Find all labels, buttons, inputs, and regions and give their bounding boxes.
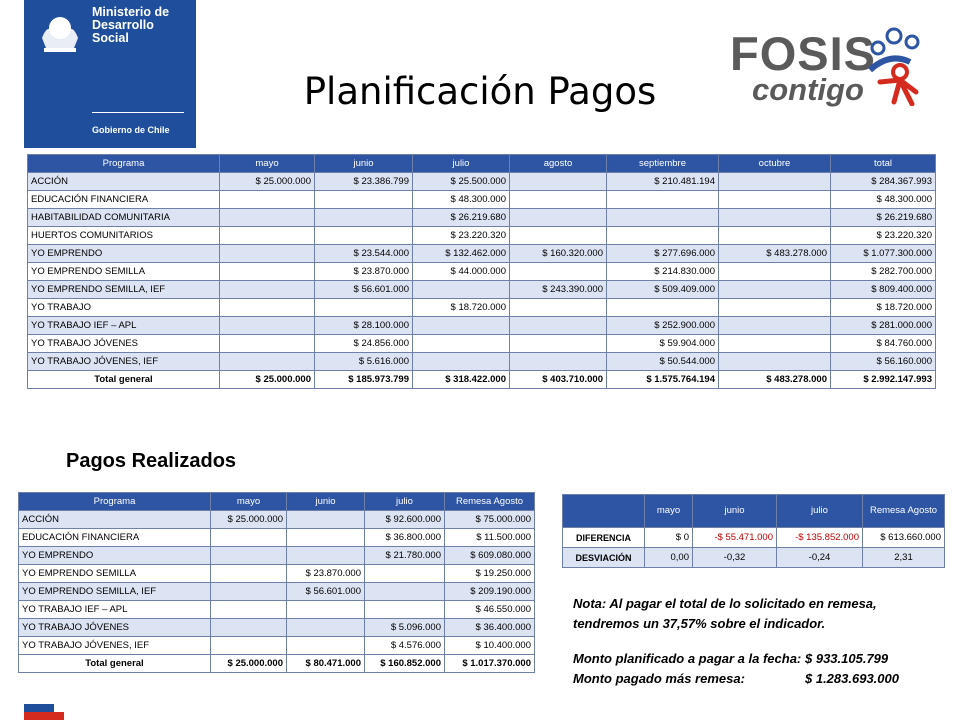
amount-cell bbox=[719, 281, 831, 299]
paid-amount-label: Monto pagado más remesa: bbox=[573, 671, 745, 686]
amount-cell: $ 25.000.000 bbox=[211, 511, 287, 529]
program-name-cell: YO EMPRENDO bbox=[28, 245, 220, 263]
amount-cell: $ 92.600.000 bbox=[365, 511, 445, 529]
amount-cell bbox=[510, 299, 607, 317]
amount-cell bbox=[315, 209, 413, 227]
amount-cell bbox=[510, 191, 607, 209]
desviacion-value-cell: -0,24 bbox=[777, 548, 863, 568]
amount-cell bbox=[211, 565, 287, 583]
amount-cell: $ 28.100.000 bbox=[315, 317, 413, 335]
program-name-cell: YO TRABAJO bbox=[28, 299, 220, 317]
amount-cell bbox=[365, 601, 445, 619]
amount-cell: $ 277.696.000 bbox=[607, 245, 719, 263]
amount-cell bbox=[413, 281, 510, 299]
amount-cell bbox=[719, 263, 831, 281]
amount-cell: $ 23.544.000 bbox=[315, 245, 413, 263]
amount-cell bbox=[220, 299, 315, 317]
pagos-header-cell: mayo bbox=[211, 493, 287, 511]
table-row bbox=[19, 619, 535, 637]
amount-cell bbox=[287, 529, 365, 547]
program-name-cell: YO TRABAJO IEF – APL bbox=[28, 317, 220, 335]
amount-cell bbox=[287, 601, 365, 619]
table-row bbox=[28, 227, 936, 245]
total-amount-cell: $ 25.000.000 bbox=[211, 655, 287, 673]
paid-amount-row bbox=[573, 669, 933, 689]
amount-cell bbox=[413, 317, 510, 335]
amount-cell bbox=[510, 209, 607, 227]
amount-cell: $ 23.220.320 bbox=[413, 227, 510, 245]
table-row bbox=[19, 565, 535, 583]
amount-cell: $ 25.500.000 bbox=[413, 173, 510, 191]
amount-cell bbox=[220, 335, 315, 353]
plan-header-cell: mayo bbox=[220, 155, 315, 173]
total-row bbox=[19, 655, 535, 673]
diferencia-value-cell: -$ 55.471.000 bbox=[693, 528, 777, 548]
amount-cell bbox=[211, 583, 287, 601]
amount-cell bbox=[287, 511, 365, 529]
program-name-cell: ACCIÓN bbox=[19, 511, 211, 529]
amount-cell bbox=[211, 601, 287, 619]
total-amount-cell: $ 2.992.147.993 bbox=[831, 371, 936, 389]
amount-cell bbox=[607, 209, 719, 227]
amount-cell: $ 1.077.300.000 bbox=[831, 245, 936, 263]
table-row bbox=[28, 191, 936, 209]
table-row bbox=[28, 281, 936, 299]
desviacion-value-cell: 0,00 bbox=[645, 548, 693, 568]
pagos-header-cell: Programa bbox=[19, 493, 211, 511]
amount-cell: $ 281.000.000 bbox=[831, 317, 936, 335]
amount-cell: $ 11.500.000 bbox=[445, 529, 535, 547]
amount-cell: $ 210.481.194 bbox=[607, 173, 719, 191]
amount-cell: $ 10.400.000 bbox=[445, 637, 535, 655]
table-row bbox=[19, 547, 535, 565]
pagos-header-cell: Remesa Agosto bbox=[445, 493, 535, 511]
amount-cell bbox=[220, 245, 315, 263]
amount-cell bbox=[719, 299, 831, 317]
amount-cell bbox=[719, 227, 831, 245]
table-row bbox=[28, 209, 936, 227]
amount-cell: $ 160.320.000 bbox=[510, 245, 607, 263]
program-name-cell: ACCIÓN bbox=[28, 173, 220, 191]
amount-cell bbox=[211, 547, 287, 565]
program-name-cell: HUERTOS COMUNITARIOS bbox=[28, 227, 220, 245]
diff-header-cell: junio bbox=[693, 495, 777, 528]
amount-cell bbox=[220, 317, 315, 335]
amount-cell: $ 18.720.000 bbox=[831, 299, 936, 317]
amount-cell: $ 48.300.000 bbox=[831, 191, 936, 209]
diff-header-cell: julio bbox=[777, 495, 863, 528]
total-amount-cell: $ 403.710.000 bbox=[510, 371, 607, 389]
amount-cell bbox=[220, 263, 315, 281]
amount-cell bbox=[287, 619, 365, 637]
amount-cell: $ 4.576.000 bbox=[365, 637, 445, 655]
amount-cell: $ 23.870.000 bbox=[287, 565, 365, 583]
amount-cell bbox=[719, 317, 831, 335]
diferencia-value-cell: -$ 135.852.000 bbox=[777, 528, 863, 548]
table-row bbox=[19, 529, 535, 547]
payments-table bbox=[18, 492, 535, 673]
total-amount-cell: $ 25.000.000 bbox=[220, 371, 315, 389]
program-name-cell: YO TRABAJO IEF – APL bbox=[19, 601, 211, 619]
diferencia-row bbox=[563, 528, 945, 548]
pagos-header-cell: junio bbox=[287, 493, 365, 511]
amount-cell bbox=[211, 529, 287, 547]
diferencia-value-cell: $ 613.660.000 bbox=[863, 528, 945, 548]
planned-amount-row bbox=[573, 649, 933, 669]
diferencia-value-cell: $ 0 bbox=[645, 528, 693, 548]
amount-cell bbox=[510, 263, 607, 281]
amount-cell bbox=[719, 209, 831, 227]
planned-amount-label: Monto planificado a pagar a la fecha: bbox=[573, 651, 802, 666]
total-amount-cell: $ 318.422.000 bbox=[413, 371, 510, 389]
amount-cell: $ 5.616.000 bbox=[315, 353, 413, 371]
table-row bbox=[28, 173, 936, 191]
amount-cell: $ 23.220.320 bbox=[831, 227, 936, 245]
total-label-cell: Total general bbox=[28, 371, 220, 389]
amount-cell bbox=[607, 227, 719, 245]
amount-cell: $ 132.462.000 bbox=[413, 245, 510, 263]
plan-header-cell: Programa bbox=[28, 155, 220, 173]
amount-cell: $ 56.160.000 bbox=[831, 353, 936, 371]
amount-cell bbox=[413, 335, 510, 353]
fosis-tagline: contigo bbox=[752, 72, 864, 107]
amount-cell bbox=[220, 191, 315, 209]
amount-cell: $ 18.720.000 bbox=[413, 299, 510, 317]
amount-cell: $ 36.400.000 bbox=[445, 619, 535, 637]
difference-table bbox=[562, 494, 945, 568]
note-block bbox=[573, 594, 933, 689]
amount-cell: $ 284.367.993 bbox=[831, 173, 936, 191]
program-name-cell: YO TRABAJO JÓVENES, IEF bbox=[28, 353, 220, 371]
diff-header-row bbox=[563, 495, 945, 528]
amount-cell: $ 50.544.000 bbox=[607, 353, 719, 371]
amount-cell: $ 282.700.000 bbox=[831, 263, 936, 281]
total-amount-cell: $ 160.852.000 bbox=[365, 655, 445, 673]
amount-cell bbox=[211, 637, 287, 655]
pagos-header-row bbox=[19, 493, 535, 511]
table-row bbox=[28, 335, 936, 353]
amount-cell: $ 46.550.000 bbox=[445, 601, 535, 619]
desviacion-label-cell: DESVIACIÓN bbox=[563, 548, 645, 568]
table-row bbox=[19, 511, 535, 529]
amount-cell: $ 26.219.680 bbox=[831, 209, 936, 227]
coat-of-arms-icon bbox=[34, 8, 86, 54]
amount-cell bbox=[510, 173, 607, 191]
table-row bbox=[28, 245, 936, 263]
total-amount-cell: $ 1.575.764.194 bbox=[607, 371, 719, 389]
note-text: Nota: Al pagar el total de lo solicitado en remesa, tendremos un 37,57% sobre el indicador. bbox=[573, 596, 877, 631]
amount-cell: $ 21.780.000 bbox=[365, 547, 445, 565]
amount-cell bbox=[220, 209, 315, 227]
amount-cell bbox=[287, 637, 365, 655]
table-row bbox=[19, 583, 535, 601]
amount-cell: $ 36.800.000 bbox=[365, 529, 445, 547]
diff-header-cell bbox=[563, 495, 645, 528]
diff-header-cell: Remesa Agosto bbox=[863, 495, 945, 528]
amount-cell: $ 243.390.000 bbox=[510, 281, 607, 299]
amount-cell: $ 252.900.000 bbox=[607, 317, 719, 335]
amount-cell bbox=[510, 353, 607, 371]
amount-cell bbox=[719, 173, 831, 191]
desviacion-value-cell: 2,31 bbox=[863, 548, 945, 568]
amount-cell bbox=[510, 317, 607, 335]
plan-header-cell: julio bbox=[413, 155, 510, 173]
amount-cell bbox=[315, 191, 413, 209]
program-name-cell: YO EMPRENDO SEMILLA bbox=[28, 263, 220, 281]
program-name-cell: YO EMPRENDO bbox=[19, 547, 211, 565]
amount-cell bbox=[220, 353, 315, 371]
amount-cell: $ 509.409.000 bbox=[607, 281, 719, 299]
amount-cell: $ 809.400.000 bbox=[831, 281, 936, 299]
amount-cell: $ 23.870.000 bbox=[315, 263, 413, 281]
total-amount-cell: $ 80.471.000 bbox=[287, 655, 365, 673]
amount-cell: $ 75.000.000 bbox=[445, 511, 535, 529]
amount-cell bbox=[510, 335, 607, 353]
desviacion-value-cell: -0,32 bbox=[693, 548, 777, 568]
amount-cell: $ 23.386.799 bbox=[315, 173, 413, 191]
amount-cell bbox=[719, 191, 831, 209]
amount-cell bbox=[510, 227, 607, 245]
program-name-cell: YO TRABAJO JÓVENES bbox=[19, 619, 211, 637]
program-name-cell: YO TRABAJO JÓVENES bbox=[28, 335, 220, 353]
table-row bbox=[19, 637, 535, 655]
amount-cell bbox=[365, 583, 445, 601]
amount-cell bbox=[315, 227, 413, 245]
table-row bbox=[28, 353, 936, 371]
planning-table bbox=[27, 154, 936, 389]
amount-cell bbox=[719, 335, 831, 353]
plan-header-cell: total bbox=[831, 155, 936, 173]
plan-header-cell: septiembre bbox=[607, 155, 719, 173]
ministry-name: Ministerio de Desarrollo Social bbox=[92, 5, 170, 45]
page-title: Planificación Pagos bbox=[303, 70, 657, 113]
amount-cell: $ 56.601.000 bbox=[315, 281, 413, 299]
amount-cell bbox=[413, 353, 510, 371]
diferencia-label-cell: DIFERENCIA bbox=[563, 528, 645, 548]
desviacion-row bbox=[563, 548, 945, 568]
program-name-cell: EDUCACIÓN FINANCIERA bbox=[28, 191, 220, 209]
amount-cell bbox=[220, 227, 315, 245]
total-label-cell: Total general bbox=[19, 655, 211, 673]
amount-cell: $ 209.190.000 bbox=[445, 583, 535, 601]
pagos-heading: Pagos Realizados bbox=[66, 450, 237, 472]
flag-strip-red bbox=[24, 712, 64, 720]
amount-cell: $ 25.000.000 bbox=[220, 173, 315, 191]
amount-cell bbox=[607, 191, 719, 209]
plan-header-cell: junio bbox=[315, 155, 413, 173]
amount-cell: $ 609.080.000 bbox=[445, 547, 535, 565]
flag-strip-blue bbox=[24, 704, 54, 712]
fosis-wordmark: FOSIS bbox=[730, 27, 877, 80]
amount-cell bbox=[287, 547, 365, 565]
plan-header-cell: octubre bbox=[719, 155, 831, 173]
amount-cell bbox=[220, 281, 315, 299]
table-row bbox=[19, 601, 535, 619]
government-label: Gobierno de Chile bbox=[92, 125, 170, 135]
amount-cell: $ 59.904.000 bbox=[607, 335, 719, 353]
amount-cell: $ 5.096.000 bbox=[365, 619, 445, 637]
amount-cell: $ 214.830.000 bbox=[607, 263, 719, 281]
amount-cell: $ 48.300.000 bbox=[413, 191, 510, 209]
table-row bbox=[28, 263, 936, 281]
amount-cell: $ 26.219.680 bbox=[413, 209, 510, 227]
program-name-cell: HABITABILIDAD COMUNITARIA bbox=[28, 209, 220, 227]
program-name-cell: YO EMPRENDO SEMILLA, IEF bbox=[19, 583, 211, 601]
planned-amount-value: $ 933.105.799 bbox=[805, 651, 889, 666]
total-amount-cell: $ 483.278.000 bbox=[719, 371, 831, 389]
plan-header-cell: agosto bbox=[510, 155, 607, 173]
total-row bbox=[28, 371, 936, 389]
amount-cell: $ 24.856.000 bbox=[315, 335, 413, 353]
program-name-cell: EDUCACIÓN FINANCIERA bbox=[19, 529, 211, 547]
amount-cell: $ 84.760.000 bbox=[831, 335, 936, 353]
plan-header-row bbox=[28, 155, 936, 173]
total-amount-cell: $ 1.017.370.000 bbox=[445, 655, 535, 673]
amount-cell: $ 44.000.000 bbox=[413, 263, 510, 281]
amount-cell bbox=[211, 619, 287, 637]
diff-header-cell: mayo bbox=[645, 495, 693, 528]
amount-cell: $ 19.250.000 bbox=[445, 565, 535, 583]
pagos-header-cell: julio bbox=[365, 493, 445, 511]
amount-cell bbox=[607, 299, 719, 317]
program-name-cell: YO EMPRENDO SEMILLA, IEF bbox=[28, 281, 220, 299]
amount-cell bbox=[315, 299, 413, 317]
amount-cell bbox=[719, 353, 831, 371]
total-amount-cell: $ 185.973.799 bbox=[315, 371, 413, 389]
table-row bbox=[28, 317, 936, 335]
paid-amount-value: $ 1.283.693.000 bbox=[805, 671, 899, 686]
program-name-cell: YO TRABAJO JÓVENES, IEF bbox=[19, 637, 211, 655]
program-name-cell: YO EMPRENDO SEMILLA bbox=[19, 565, 211, 583]
table-row bbox=[28, 299, 936, 317]
amount-cell bbox=[365, 565, 445, 583]
amount-cell: $ 56.601.000 bbox=[287, 583, 365, 601]
amount-cell: $ 483.278.000 bbox=[719, 245, 831, 263]
